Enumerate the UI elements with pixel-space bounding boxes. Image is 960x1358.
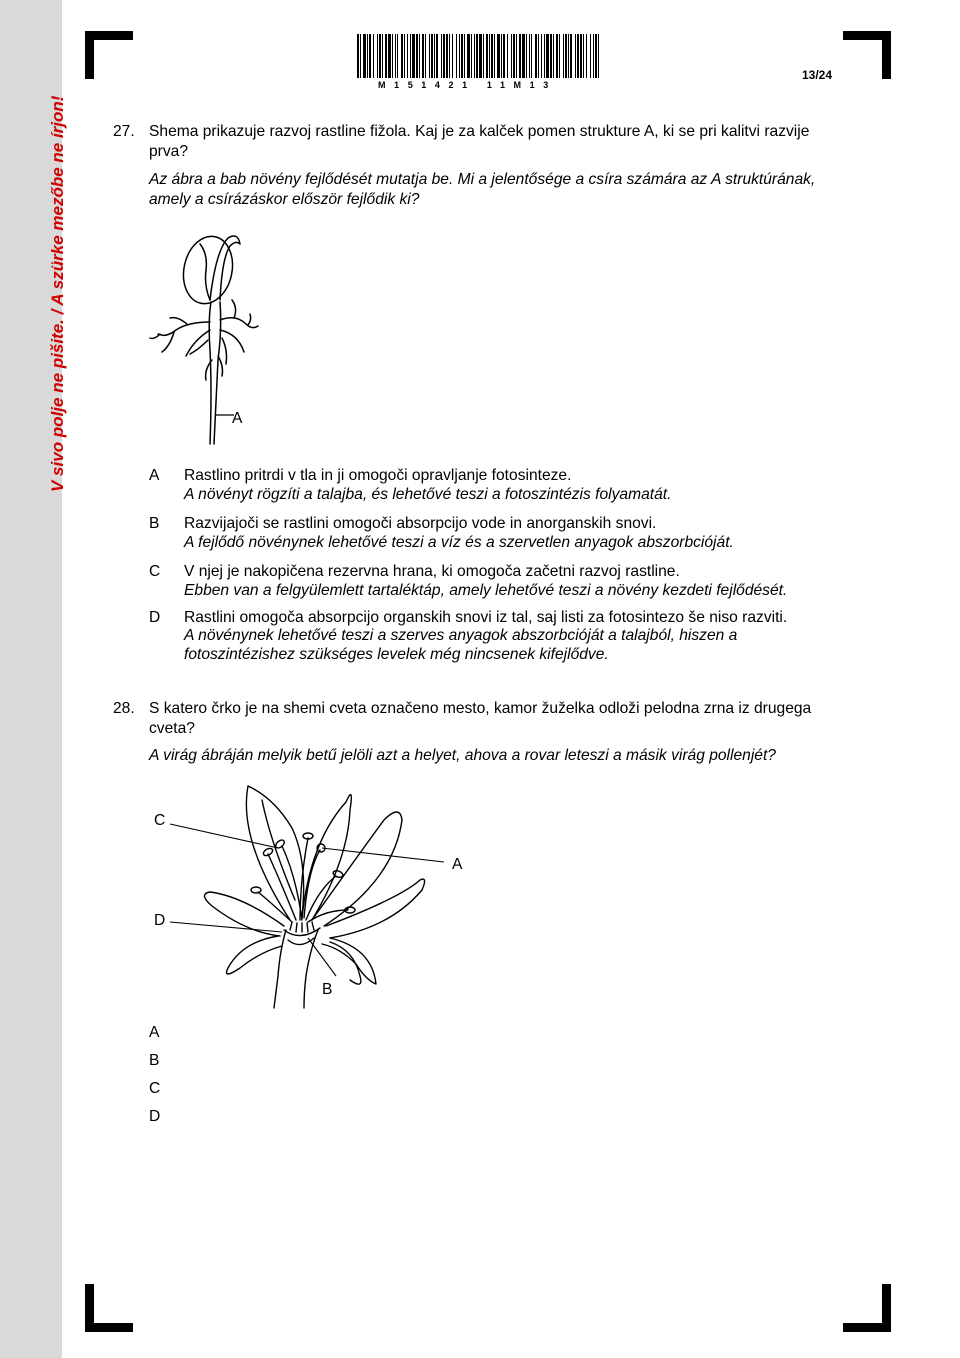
barcode-bar — [494, 34, 495, 78]
barcode-bar — [443, 34, 445, 78]
barcode-bar — [422, 34, 424, 78]
barcode-bar — [360, 34, 361, 78]
barcode-bar — [459, 34, 460, 78]
q28-number: 28. — [113, 700, 135, 717]
barcode-bar — [363, 34, 366, 78]
barcode-bar — [486, 34, 488, 78]
barcode-bar — [583, 34, 584, 78]
barcode-bar — [503, 34, 505, 78]
flower-label-b: B — [322, 981, 333, 998]
barcode-bar — [590, 34, 591, 78]
barcode-digits: M151421 11M13 — [378, 80, 557, 90]
q27-text-hu-line1: Az ábra a bab növény fejlődését mutatja be. Mi a jelentősége a csíra számára az A struktúrának, — [149, 171, 816, 188]
barcode-bar — [388, 34, 391, 78]
barcode-bar — [519, 34, 521, 78]
barcode-bar — [456, 34, 457, 78]
q27-text-sl-line2: prva? — [149, 143, 189, 160]
barcode-bar — [556, 34, 558, 78]
barcode-bar — [511, 34, 512, 78]
option-text-sl: Rastlino pritrdi v tla in ji omogoči opravljanje fotosinteze. — [184, 467, 572, 484]
q28-text-hu: A virág ábráján melyik betű jelöli azt a helyet, ahova a rovar leteszi a másik virág pollenjét? — [149, 747, 776, 764]
barcode-bar — [436, 34, 438, 78]
gray-sidebar — [0, 0, 67, 1358]
barcode-bar — [476, 34, 478, 78]
barcode-bar — [425, 34, 426, 78]
seedling-label-a: A — [232, 410, 243, 427]
barcode-bar — [559, 34, 560, 78]
flower-label-c: C — [154, 812, 166, 829]
barcode-bar — [595, 34, 597, 78]
barcode-image — [357, 34, 600, 78]
barcode-bar — [529, 34, 530, 78]
barcode-bar — [565, 34, 567, 78]
barcode-bar — [553, 34, 554, 78]
q28-text-sl-line1: S katero črko je na shemi cveta označeno mesto, kamor žuželka odloži pelodna zrna iz drugega — [149, 700, 812, 717]
barcode-bar — [535, 34, 537, 78]
flower-label-a: A — [452, 856, 463, 873]
sidebar-warning-text: V sivo polje ne pišite. / A szürke mezőbe ne írjon! — [48, 95, 67, 492]
barcode-bar — [501, 34, 502, 78]
page-number: 13/24 — [802, 68, 833, 82]
option-letter: A — [149, 467, 160, 484]
option-text-hu-line1: A növénynek lehetővé teszi a szerves anyagok abszorbcióját a talajból, hiszen a — [184, 627, 738, 644]
barcode-bar — [479, 34, 482, 78]
barcode-bar — [373, 34, 374, 78]
barcode-bar — [467, 34, 470, 78]
barcode-bar — [531, 34, 532, 78]
flower-figure — [150, 780, 470, 1010]
option-text-sl: V njej je nakopičena rezervna hrana, ki omogoča začetni razvoj rastline. — [184, 563, 680, 580]
barcode-bar — [429, 34, 430, 78]
barcode-bar — [516, 34, 517, 78]
barcode-bar — [544, 34, 545, 78]
barcode-bar — [570, 34, 572, 78]
barcode-bar — [598, 34, 599, 78]
q27-number: 27. — [113, 123, 135, 140]
barcode-bar — [404, 34, 405, 78]
barcode-bar — [546, 34, 549, 78]
barcode-bar — [377, 34, 378, 78]
barcode-bar — [410, 34, 411, 78]
barcode-bar — [419, 34, 420, 78]
barcode-bar — [379, 34, 381, 78]
barcode-bar — [489, 34, 490, 78]
barcode-bar — [416, 34, 418, 78]
barcode-bar — [507, 34, 508, 78]
option-text-hu: Ebben van a felgyülemlett tartaléktáp, amely lehetővé teszi a növény kezdeti fejlődését. — [184, 582, 788, 599]
barcode-bar — [452, 34, 453, 78]
barcode-bar — [577, 34, 579, 78]
barcode-bar — [586, 34, 587, 78]
flower-label-d: D — [154, 912, 166, 929]
q28-option-a[interactable]: A — [149, 1024, 160, 1041]
barcode-bar — [461, 34, 463, 78]
barcode-bar — [541, 34, 542, 78]
bean-seedling-figure — [148, 230, 278, 450]
barcode-bar — [491, 34, 493, 78]
barcode-bar — [522, 34, 525, 78]
barcode-bar — [538, 34, 539, 78]
barcode-bar — [513, 34, 515, 78]
barcode-bar — [382, 34, 383, 78]
option-letter: C — [149, 563, 161, 580]
barcode-bar — [412, 34, 415, 78]
barcode-bar — [483, 34, 484, 78]
q27-text-hu-line2: amely a csírázáskor először fejlődik ki? — [149, 191, 420, 208]
option-text-hu: A növényt rögzíti a talajba, és lehetővé teszi a fotoszintézis folyamatát. — [184, 486, 672, 503]
barcode-bar — [357, 34, 359, 78]
barcode-bar — [497, 34, 500, 78]
option-text-hu: A fejlődő növénynek lehetővé teszi a víz és a szervetlen anyagok abszorbcióját. — [184, 534, 734, 551]
barcode-bar — [474, 34, 475, 78]
option-text-sl: Rastlini omogoča absorpcijo organskih snovi iz tal, saj listi za fotosintezo še niso razviti. — [184, 609, 788, 626]
barcode-bar — [441, 34, 442, 78]
q28-text-sl-line2: cveta? — [149, 720, 195, 737]
barcode-bar — [464, 34, 465, 78]
barcode-bar — [575, 34, 576, 78]
barcode-bar — [446, 34, 448, 78]
barcode-bar — [526, 34, 527, 78]
barcode-bar — [395, 34, 396, 78]
barcode-bar — [471, 34, 472, 78]
barcode-bar — [449, 34, 450, 78]
option-text-hu-line2: fotoszintézishez szükséges levelek még nincsenek kifejlődve. — [184, 646, 609, 663]
barcode-bar — [593, 34, 594, 78]
q28-option-b[interactable]: B — [149, 1052, 160, 1069]
q28-option-d[interactable]: D — [149, 1108, 161, 1125]
q28-option-c[interactable]: C — [149, 1080, 161, 1097]
barcode-bar — [369, 34, 371, 78]
barcode-bar — [580, 34, 582, 78]
barcode-bar — [434, 34, 435, 78]
barcode-bar — [392, 34, 393, 78]
q27-text-sl-line1: Shema prikazuje razvoj rastline fižola. Kaj je za kalček pomen strukture A, ki se pri kalitvi razvije — [149, 123, 810, 140]
barcode-bar — [397, 34, 398, 78]
barcode-bar — [401, 34, 403, 78]
barcode-bar — [563, 34, 564, 78]
option-letter: D — [149, 609, 161, 626]
barcode-bar — [367, 34, 368, 78]
barcode-bar — [407, 34, 408, 78]
barcode-bar — [385, 34, 387, 78]
barcode-bar — [568, 34, 569, 78]
option-text-sl: Razvijajoči se rastlini omogoči absorpcijo vode in anorganskih snovi. — [184, 515, 657, 532]
barcode-bar — [431, 34, 433, 78]
option-letter: B — [149, 515, 160, 532]
barcode-bar — [550, 34, 552, 78]
